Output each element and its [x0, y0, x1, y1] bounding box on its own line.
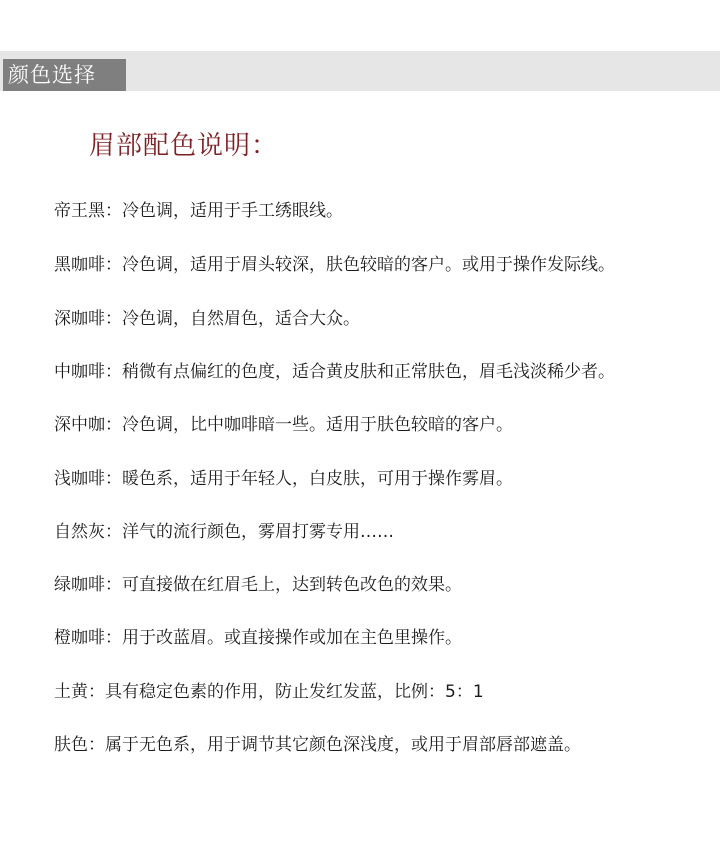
- color-entry-orange-coffee: 橙咖啡：用于改蓝眉。或直接操作或加在主色里操作。: [54, 628, 462, 648]
- page-title: 眉部配色说明：: [89, 131, 279, 161]
- section-tab-color-selection: 颜色选择: [3, 59, 126, 91]
- color-entry-green-coffee: 绿咖啡：可直接做在红眉毛上，达到转色改色的效果。: [54, 575, 462, 595]
- color-entry-light-coffee: 浅咖啡：暖色系，适用于年轻人，白皮肤，可用于操作雾眉。: [54, 469, 513, 489]
- color-entry-skin-tone: 肤色：属于无色系，用于调节其它颜色深浅度，或用于眉部唇部遮盖。: [54, 735, 581, 755]
- color-entry-dark-coffee: 深咖啡：冷色调，自然眉色，适合大众。: [54, 309, 360, 329]
- color-entry-dark-medium-coffee: 深中咖：冷色调，比中咖啡暗一些。适用于肤色较暗的客户。: [54, 415, 513, 435]
- color-entry-imperial-black: 帝王黑：冷色调，适用于手工绣眼线。: [54, 201, 343, 221]
- color-entry-natural-gray: 自然灰：洋气的流行颜色，雾眉打雾专用……: [54, 522, 394, 542]
- color-entry-black-coffee: 黑咖啡：冷色调，适用于眉头较深，肤色较暗的客户。或用于操作发际线。: [54, 255, 615, 275]
- color-entry-medium-coffee: 中咖啡：稍微有点偏红的色度，适合黄皮肤和正常肤色，眉毛浅淡稀少者。: [54, 362, 615, 382]
- color-entry-earth-yellow: 土黄：具有稳定色素的作用，防止发红发蓝，比例：5：1: [54, 682, 484, 702]
